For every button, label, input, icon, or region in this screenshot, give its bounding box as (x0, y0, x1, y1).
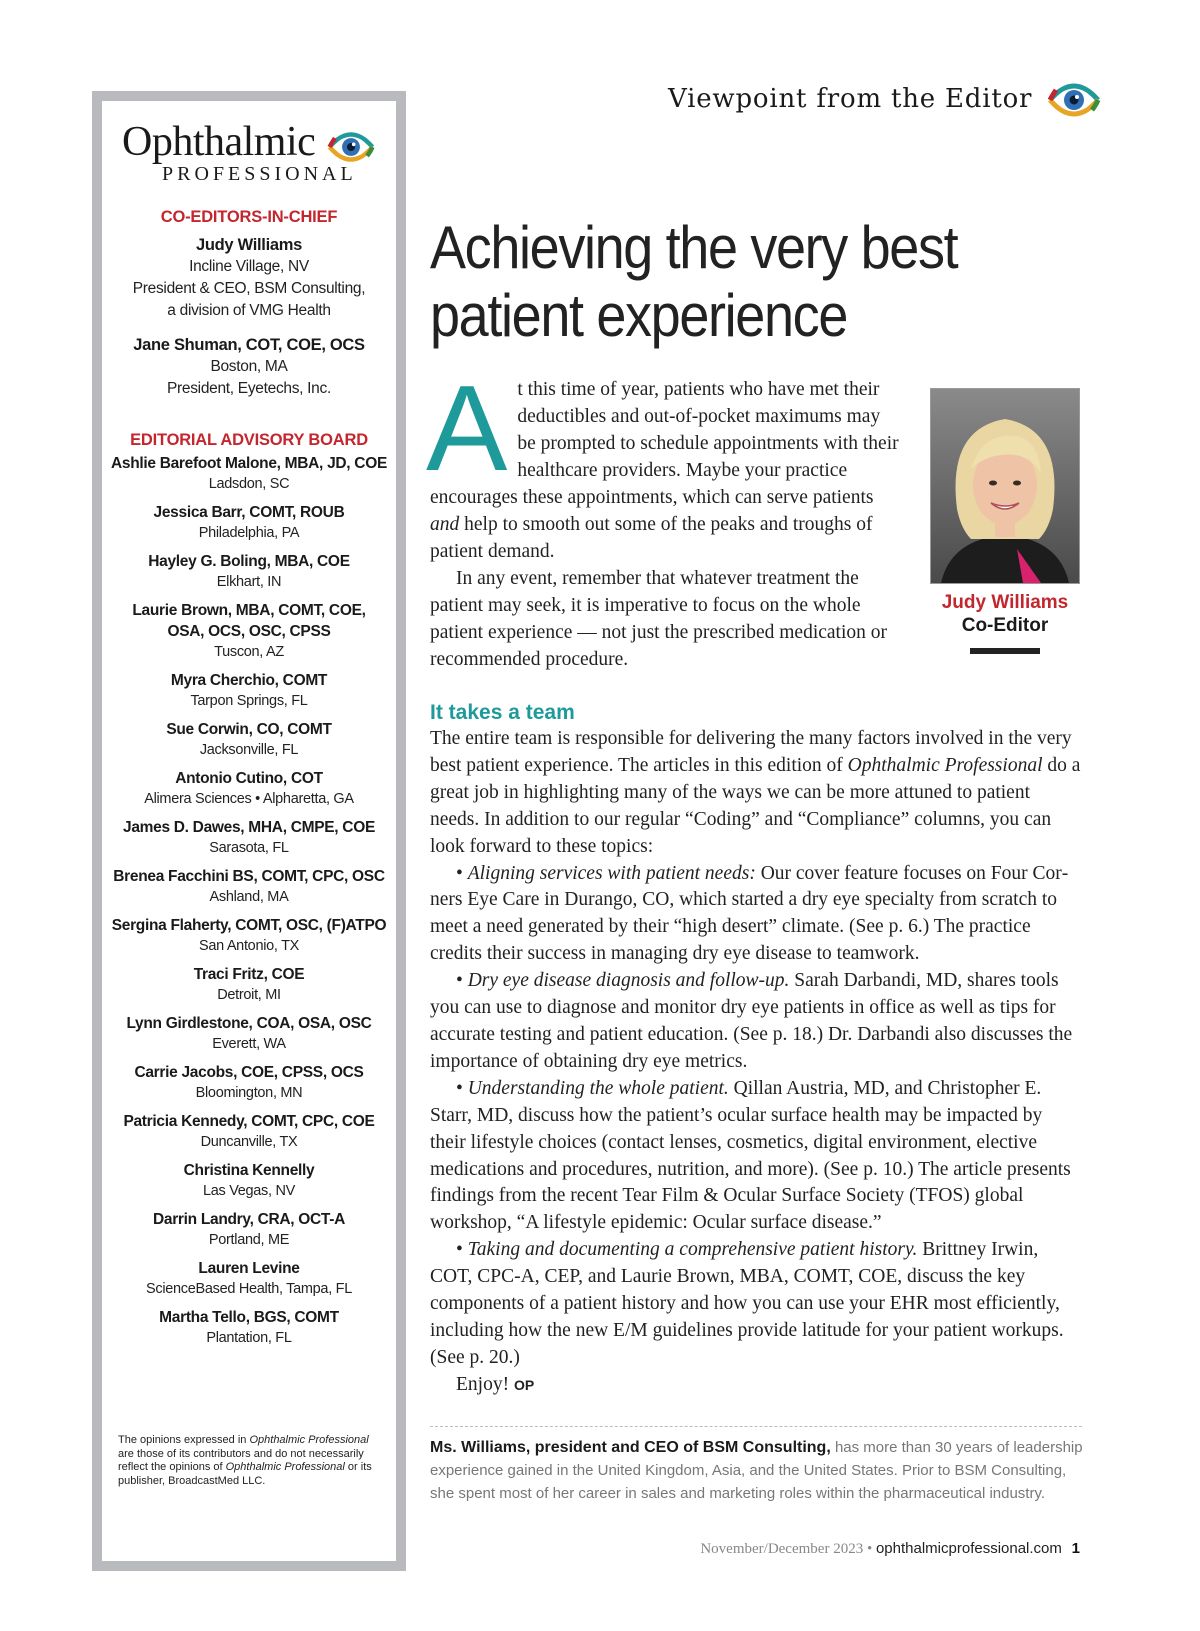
publication-name: Ophthalmic Professional (225, 1461, 345, 1473)
co-editor-entry (102, 334, 396, 400)
headline-line: patient experience (430, 282, 848, 349)
person-detail: ScienceBased Health, Tampa, FL (146, 1281, 352, 1297)
board-member (102, 1160, 396, 1202)
person-detail: Jacksonville, FL (199, 742, 299, 758)
headline-line: Achieving the very best (430, 214, 958, 281)
bullet-text: Sarah Darbandi, MD, shares tools you can use to diagnose and monitor dry eye patients in office as well as tips for accurate testing and patient education. (See p. 18.) Dr. Darbandi also discusses the importance of obtaining dry eye metrics. (430, 970, 1073, 1072)
person-name: Darrin Landry, CRA, OCT-A (152, 1211, 345, 1228)
paragraph-text: t this time of year, patients who have met their deductibles and out-of-pocket maximums may be prompted to schedule appointments with their healthcare providers. Maybe your practice encourages these appointments, which can serve patients (430, 379, 899, 508)
drop-cap: A (426, 360, 508, 496)
person-detail: Everett, WA (212, 1036, 286, 1052)
board-member (102, 453, 396, 495)
paragraph-text: help to smooth out some of the peaks and troughs of patient demand. (430, 514, 873, 562)
person-detail: Detroit, MI (217, 987, 281, 1003)
person-detail: Elkhart, IN (216, 574, 282, 590)
board-member (102, 915, 396, 957)
publication-name: Ophthalmic Professional (847, 754, 1043, 776)
end-mark: OP (513, 1376, 535, 1393)
person-detail: Plantation, FL (206, 1330, 292, 1346)
masthead-sidebar (102, 101, 396, 1561)
bullet-lead: Understanding the whole patient. (467, 1077, 729, 1099)
eye-logo-icon (1046, 78, 1102, 122)
board-member (102, 551, 396, 593)
closing-line (430, 1372, 1082, 1399)
person-name: Sergina Flaherty, COMT, OSC, (F)ATPO (111, 917, 387, 934)
disclaimer-text: or its publisher, BroadcastMed LLC. (118, 1461, 372, 1487)
person-name: James D. Dawes, MHA, CMPE, COE (123, 819, 375, 836)
paragraph-text: do a great job in highlighting many of the ways we can be more attuned to patient needs. In addition to our regular “Coding” and “Compliance” columns, you can look forward to these topics: (430, 754, 1081, 857)
magazine-logo (122, 119, 378, 189)
photo-caption-name: Judy Williams (941, 592, 1069, 613)
board-member (102, 1209, 396, 1251)
person-detail: Duncanville, TX (200, 1134, 298, 1150)
person-name: Lynn Girdlestone, COA, OSA, OSC (126, 1015, 372, 1032)
body-paragraph (430, 726, 1082, 861)
person-detail: President, Eyetechs, Inc. (167, 380, 331, 397)
disclaimer-text: are those of its contributors and do not necessarily reflect the opinions of (118, 1447, 364, 1473)
board-member (102, 866, 396, 908)
person-detail: Incline Village, NV (189, 258, 309, 275)
advisory-board-heading: EDITORIAL ADVISORY BOARD (130, 431, 368, 449)
person-detail: San Antonio, TX (198, 938, 300, 954)
article-headline (430, 214, 1060, 350)
emphasis-text: and (430, 514, 460, 535)
board-member (102, 1307, 396, 1349)
board-member (102, 964, 396, 1006)
disclaimer-text: The opinions expressed in (118, 1434, 250, 1446)
person-detail: Ladsdon, SC (208, 476, 290, 492)
caption-rule (970, 648, 1040, 654)
bio-text: has more than 30 years of leadership experience gained in the United Kingdom, Asia, and the United States. Prior to BSM Consulting, she spent most of her career in sales and marketing roles within the pharmaceutical industry. (430, 1439, 1083, 1502)
bullet-text: Our cover feature focuses on Four Corners Eye Care in Durango, CO, which started a dry eye specialty from scratch to meet a need generated by their “high desert” climate. (See p. 6.) The practice credits their success in managing dry eye disease to teamwork. (430, 862, 1069, 965)
board-member (102, 1062, 396, 1104)
paragraph-text: The entire team is responsible for delivering the many factors involved in the very best patient experience. The articles in this edition of (430, 728, 1072, 776)
logo-subtitle: PROFESSIONAL (162, 163, 357, 185)
intro-paragraph (426, 360, 900, 565)
author-photo (930, 388, 1080, 584)
page-footer (700, 1540, 1080, 1558)
person-detail: Sarasota, FL (209, 840, 289, 856)
issue-date: November/December 2023 (700, 1541, 864, 1557)
person-name: Brenea Facchini BS, COMT, CPC, OSC (113, 868, 385, 885)
board-member (102, 768, 396, 810)
person-name: Judy Williams (196, 236, 302, 254)
bullet-lead: Dry eye disease diagnosis and follow-up. (467, 970, 790, 992)
person-detail: Alimera Sciences • Alpharetta, GA (144, 791, 354, 807)
co-editors-section (102, 206, 396, 400)
bullet-item: • Taking and documenting a comprehensive patient history. Brittney Irwin, COT, CPC-A, CEP, and Laurie Brown, MBA, COMT, COE, discuss the key components of a patient history and how you can use your EHR most efficiently, including how the new E/M guidelines provide latitude for your patient workups. (See p. 20.) (430, 1239, 1064, 1368)
person-detail: Portland, ME (208, 1232, 290, 1248)
publication-name: Ophthalmic Professional (249, 1434, 369, 1446)
bio-divider (430, 1426, 1082, 1427)
bullet-item: • Aligning services with patient needs: Our cover feature focuses on Four Corners Eye Care in Durango, CO, which started a dry eye specialty from scratch to meet a need generated by their “high desert” climate. (See p. 6.) The practice credits their success in managing dry eye disease to teamwork. (430, 862, 1069, 965)
person-credentials: OSA, OCS, OSC, CPSS (167, 623, 331, 640)
board-member (102, 1258, 396, 1300)
board-member (102, 670, 396, 712)
person-detail: Philadelphia, PA (198, 525, 300, 541)
person-name: Traci Fritz, COE (193, 966, 305, 983)
bullet-item: • Dry eye disease diagnosis and follow-up. Sarah Darbandi, MD, shares tools you can use to diagnose and monitor dry eye patients in office as well as tips for accurate testing and patient education. (See p. 18.) Dr. Darbandi also discusses the importance of obtaining dry eye metrics. (430, 970, 1073, 1072)
person-name: Lauren Levine (198, 1260, 300, 1277)
person-detail: Tarpon Springs, FL (190, 693, 308, 709)
article-body (430, 726, 1082, 1399)
person-detail: a division of VMG Health (167, 302, 331, 319)
board-member (102, 719, 396, 761)
person-detail: President & CEO, BSM Consulting, (132, 280, 366, 297)
person-detail: Boston, MA (210, 358, 288, 375)
person-name: Martha Tello, BGS, COMT (159, 1309, 339, 1326)
website-url: ophthalmicprofessional.com (875, 1540, 1062, 1557)
person-name: Ashlie Barefoot Malone, MBA, JD, COE (111, 455, 387, 472)
person-name: Myra Cherchio, COMT (170, 672, 328, 689)
person-name: Christina Kennelly (183, 1162, 315, 1179)
portrait-image (931, 389, 1079, 583)
person-detail: Las Vegas, NV (202, 1183, 296, 1199)
person-name: Laurie Brown, MBA, COMT, COE, (132, 602, 366, 619)
board-member (102, 1013, 396, 1055)
person-name: Carrie Jacobs, COE, CPSS, OCS (134, 1064, 364, 1081)
person-name: Jane Shuman, COT, COE, OCS (133, 336, 365, 354)
intro-paragraph: In any event, remember that whatever treatment the patient may seek, it is imperative to focus on the whole patient experience — not just the prescribed medication or recommended procedure. (430, 568, 888, 670)
board-member (102, 817, 396, 859)
logo-wordmark: Ophthalmic (122, 119, 316, 165)
eye-logo-icon (326, 127, 376, 167)
person-name: Patricia Kennedy, COMT, CPC, COE (123, 1113, 375, 1130)
section-subheading: It takes a team (430, 701, 575, 724)
bullet-lead: Aligning services with patient needs: (467, 862, 756, 884)
person-name: Hayley G. Boling, MBA, COE (148, 553, 350, 570)
bullet-lead: Taking and documenting a comprehensive patient history. (467, 1239, 918, 1261)
article-intro (426, 360, 900, 673)
page-number: 1 (1071, 1540, 1080, 1557)
person-detail: Bloomington, MN (195, 1085, 303, 1101)
bullet-text: Brittney Irwin, COT, CPC-A, CEP, and Laurie Brown, MBA, COMT, COE, discuss the key components of a patient history and how you can use your EHR most efficiently, including how the new E/M guidelines provide latitude for your patient workups. (See p. 20.) (430, 1239, 1064, 1368)
person-name: Jessica Barr, COMT, ROUB (153, 504, 345, 521)
co-editor-entry (102, 234, 396, 322)
person-detail: Tuscon, AZ (214, 644, 284, 660)
person-name: Sue Corwin, CO, COMT (166, 721, 332, 738)
board-member (102, 1111, 396, 1153)
board-member (102, 600, 396, 663)
author-bio (430, 1436, 1086, 1505)
bullet-item: • Understanding the whole patient. Qillan Austria, MD, and Christopher E. Starr, MD, discuss how the patient’s ocular surface health may be impacted by their lifestyle choices (contact lenses, cosmetics, digital environment, elective medications and procedures, nutrition, and more). (See p. 10.) The article presents findings from the recent Tear Film & Ocular Surface Society (TFOS) global workshop, “A lifestyle epidemic: Ocular surface disease.” (430, 1077, 1071, 1234)
advisory-board-section (102, 429, 396, 1349)
disclaimer-note (118, 1434, 382, 1488)
bullet-text: Qillan Austria, MD, and Christopher E. Starr, MD, discuss how the patient’s ocular surface health may be impacted by their lifestyle choices (contact lenses, cosmetics, digital environment, elective medications and procedures, nutrition, and more). (See p. 10.) The article presents findings from the recent Tear Film & Ocular Surface Society (TFOS) global workshop, “A lifestyle epidemic: Ocular surface disease.” (430, 1077, 1071, 1234)
person-name: Antonio Cutino, COT (175, 770, 323, 787)
section-title: Viewpoint from the Editor (668, 84, 1033, 114)
bio-lead: Ms. Williams, president and CEO of BSM Consulting, (430, 1439, 831, 1456)
co-editors-heading: CO-EDITORS-IN-CHIEF (160, 208, 338, 226)
person-detail: Ashland, MA (209, 889, 289, 905)
photo-caption-role: Co-Editor (961, 615, 1049, 636)
footer-separator: • (866, 1541, 873, 1557)
board-member (102, 502, 396, 544)
closing-text: Enjoy! (456, 1373, 510, 1395)
